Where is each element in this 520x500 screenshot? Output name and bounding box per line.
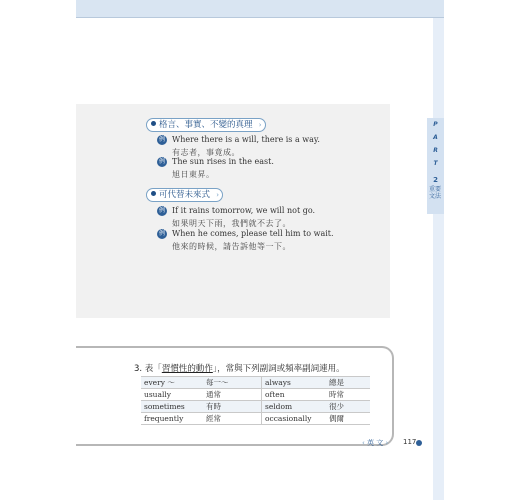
page-number: 117 (403, 438, 417, 446)
table-cell: frequently (141, 413, 203, 425)
footer-label: ‹ 英 文 › (362, 439, 389, 447)
table-cell: occasionally (262, 413, 327, 425)
example-chinese: 旭日東昇。 (172, 170, 215, 179)
table-cell: usually (141, 389, 203, 401)
part-letter: P (433, 121, 438, 128)
part-number: 2 (433, 176, 438, 184)
example-badge: 例 (158, 207, 165, 214)
arrow-icon: › (258, 121, 262, 129)
table-cell: 偶爾 (326, 413, 370, 425)
side-band (433, 18, 444, 500)
adverb-table (141, 376, 370, 425)
example-chinese: 他來的時候，請告訴他等一下。 (172, 242, 291, 251)
table-cell: 總是 (326, 377, 370, 389)
header-rule (76, 17, 444, 18)
example-english: Where there is a will, there is a way. (172, 135, 320, 144)
example-english: The sun rises in the east. (172, 157, 274, 166)
table-row (141, 389, 370, 401)
table-cell: 每一～ (203, 377, 262, 389)
part-letter: T (433, 160, 438, 167)
table-cell: seldom (262, 401, 327, 413)
example-badge: 例 (158, 136, 165, 143)
table-cell: 很少 (326, 401, 370, 413)
part-letter: R (433, 147, 438, 154)
table-row (141, 401, 370, 413)
part-label: 重要文法 (429, 186, 442, 200)
table-cell: 通常 (203, 389, 262, 401)
bullet-icon (151, 121, 156, 126)
example-badge: 例 (158, 230, 165, 237)
arrow-icon: › (216, 191, 220, 199)
table-cell: 時常 (326, 389, 370, 401)
table-cell: often (262, 389, 327, 401)
rule-heading: 3. 表「習慣性的動作」，常與下列副詞或頻率副詞連用。 (134, 364, 345, 374)
table-cell: always (262, 377, 327, 389)
table-cell: every ～ (141, 377, 203, 389)
example-english: If it rains tomorrow, we will not go. (172, 206, 316, 215)
table-cell: sometimes (141, 401, 203, 413)
example-english: When he comes, please tell him to wait. (172, 229, 334, 238)
header-strip (76, 0, 444, 17)
page-marker-icon (416, 440, 422, 446)
example-chinese: 如果明天下雨，我們就不去了。 (172, 219, 291, 228)
part-letter: A (433, 134, 438, 141)
table-cell: 經常 (203, 413, 262, 425)
example-badge: 例 (158, 158, 165, 165)
table-cell: 有時 (203, 401, 262, 413)
bullet-icon (151, 191, 156, 196)
section-title: 格言、事實、不變的真理 › (146, 118, 266, 132)
section-title: 可代替未來式 › (146, 188, 223, 202)
example-chinese: 有志者，事竟成。 (172, 148, 240, 157)
table-row (141, 377, 370, 389)
table-row (141, 413, 370, 425)
